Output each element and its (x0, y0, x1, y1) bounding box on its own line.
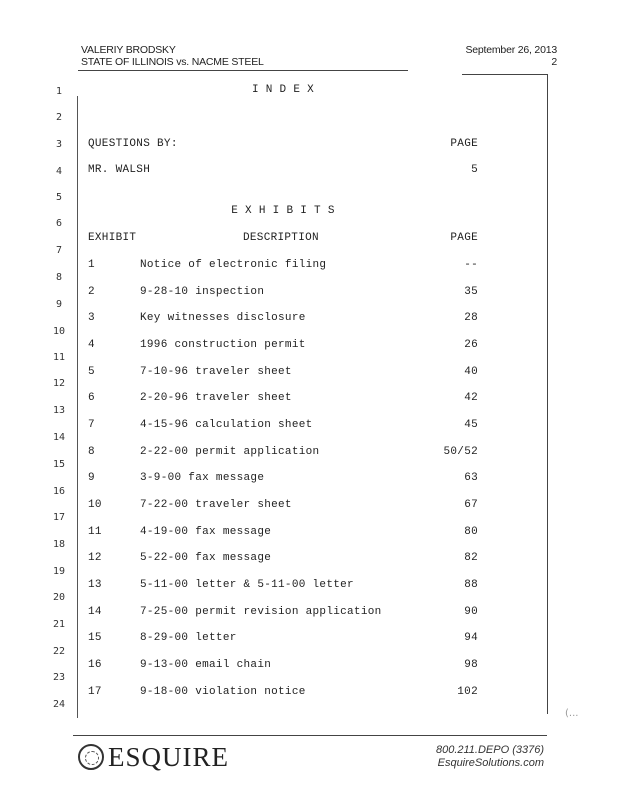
line-number: 3 (55, 139, 63, 150)
description-column-header: DESCRIPTION (243, 232, 319, 244)
footer-contact (436, 744, 544, 770)
exhibit-description: 3-9-00 fax message (140, 472, 265, 484)
scan-artifact: (... (565, 708, 579, 719)
exhibit-row (88, 419, 478, 433)
line-number: 14 (52, 432, 66, 443)
exhibit-page: 90 (464, 606, 478, 618)
exhibit-page: 80 (464, 526, 478, 538)
exhibit-description: 7-22-00 traveler sheet (140, 499, 292, 511)
exhibit-number: 7 (88, 419, 95, 431)
case-caption: STATE OF ILLINOIS vs. NACME STEEL (81, 56, 264, 68)
exhibit-page: 67 (464, 499, 478, 511)
exhibit-number: 16 (88, 659, 102, 671)
exhibit-description: 9-13-00 email chain (140, 659, 272, 671)
header-left (81, 44, 264, 68)
exhibit-page: 50/52 (443, 446, 478, 458)
exhibit-number: 8 (88, 446, 95, 458)
logo-wordmark: ESQUIRE (108, 742, 229, 772)
line-number: 23 (52, 672, 66, 683)
questions-header-line (88, 138, 478, 152)
line-number: 20 (52, 592, 66, 603)
exhibit-page: -- (464, 259, 478, 271)
line-number: 21 (52, 619, 66, 630)
exhibit-description: 4-19-00 fax message (140, 526, 272, 538)
footer-website: EsquireSolutions.com (437, 757, 544, 769)
exhibit-number: 9 (88, 472, 95, 484)
line-number: 4 (55, 166, 63, 177)
exhibit-page: 28 (464, 312, 478, 324)
exhibit-row (88, 259, 478, 273)
examiner-name: MR. WALSH (88, 164, 151, 176)
exhibit-page: 35 (464, 286, 478, 298)
exhibit-description: Key witnesses disclosure (140, 312, 306, 324)
exhibit-row (88, 499, 478, 513)
exhibit-description: 2-22-00 permit application (140, 446, 320, 458)
exhibit-row (88, 339, 478, 353)
exhibit-page: 63 (464, 472, 478, 484)
line-number: 9 (55, 299, 63, 310)
exhibit-page: 82 (464, 552, 478, 564)
exhibits-column-headers (88, 232, 478, 246)
exhibit-page: 102 (457, 686, 478, 698)
line-number: 1 (55, 86, 63, 97)
exhibit-description: 1996 construction permit (140, 339, 306, 351)
deposition-date: September 26, 2013 (465, 44, 557, 56)
exhibit-row (88, 366, 478, 380)
exhibit-row (88, 606, 478, 620)
footer-phone: 800.211.DEPO (3376) (435, 744, 544, 756)
examiner-page: 5 (471, 164, 478, 176)
exhibit-column-header: EXHIBIT (88, 232, 137, 244)
line-number: 24 (52, 699, 66, 710)
line-number: 19 (52, 566, 66, 577)
page-column-label: PAGE (450, 138, 478, 150)
line-number: 18 (52, 539, 66, 550)
examiner-line (88, 164, 478, 178)
exhibit-page: 45 (464, 419, 478, 431)
exhibit-row (88, 686, 478, 700)
exhibits-title: E X H I B I T S (231, 205, 335, 217)
line-number: 2 (55, 112, 63, 123)
exhibit-row (88, 312, 478, 326)
line-number: 12 (52, 378, 66, 389)
witness-name: VALERIY BRODSKY (81, 44, 176, 56)
exhibit-description: 9-18-00 violation notice (140, 686, 306, 698)
exhibit-row (88, 526, 478, 540)
exhibit-row (88, 472, 478, 486)
exhibit-row (88, 659, 478, 673)
page-number: 2 (551, 56, 557, 68)
exhibit-row (88, 552, 478, 566)
exhibit-page: 26 (464, 339, 478, 351)
exhibit-description: 5-11-00 letter & 5-11-00 letter (140, 579, 354, 591)
exhibits-title-line (88, 205, 478, 219)
exhibit-number: 14 (88, 606, 102, 618)
exhibit-number: 11 (88, 526, 102, 538)
exhibit-page: 42 (464, 392, 478, 404)
line-number: 17 (52, 512, 66, 523)
exhibit-number: 1 (88, 259, 95, 271)
exhibit-description: 5-22-00 fax message (140, 552, 272, 564)
exhibit-description: 7-25-00 permit revision application (140, 606, 382, 618)
exhibit-number: 2 (88, 286, 95, 298)
logo-seal-icon (78, 744, 104, 770)
exhibit-page: 40 (464, 366, 478, 378)
exhibit-number: 17 (88, 686, 102, 698)
exhibit-number: 12 (88, 552, 102, 564)
line-number: 6 (55, 218, 63, 229)
exhibit-description: 9-28-10 inspection (140, 286, 265, 298)
exhibit-row (88, 446, 478, 460)
esquire-logo (78, 742, 248, 778)
exhibit-page: 94 (464, 632, 478, 644)
exhibit-number: 13 (88, 579, 102, 591)
header-right (465, 44, 557, 68)
line-number: 13 (52, 405, 66, 416)
exhibit-description: 7-10-96 traveler sheet (140, 366, 292, 378)
line-number: 7 (55, 245, 63, 256)
line-number: 11 (52, 352, 66, 363)
questions-by-label: QUESTIONS BY: (88, 138, 178, 150)
line-number: 5 (55, 192, 63, 203)
frame-right-line (547, 74, 548, 714)
exhibit-number: 5 (88, 366, 95, 378)
line-number: 16 (52, 486, 66, 497)
exhibit-number: 15 (88, 632, 102, 644)
page-column-header: PAGE (450, 232, 478, 244)
exhibit-description: Notice of electronic filing (140, 259, 327, 271)
exhibit-description: 2-20-96 traveler sheet (140, 392, 292, 404)
frame-left-line (77, 96, 78, 718)
header-rule (78, 70, 408, 71)
exhibit-number: 6 (88, 392, 95, 404)
exhibit-number: 4 (88, 339, 95, 351)
line-number: 22 (52, 646, 66, 657)
exhibit-description: 4-15-96 calculation sheet (140, 419, 313, 431)
line-number: 10 (52, 326, 66, 337)
frame-top-line (462, 74, 547, 75)
exhibit-row (88, 632, 478, 646)
exhibit-page: 88 (464, 579, 478, 591)
frame-bottom-line (73, 735, 547, 736)
index-title-line (88, 84, 478, 98)
exhibit-number: 3 (88, 312, 95, 324)
exhibit-description: 8-29-00 letter (140, 632, 237, 644)
exhibit-page: 98 (464, 659, 478, 671)
exhibit-row (88, 286, 478, 300)
exhibit-row (88, 392, 478, 406)
exhibit-number: 10 (88, 499, 102, 511)
exhibit-row (88, 579, 478, 593)
line-number: 8 (55, 272, 63, 283)
index-title: I N D E X (251, 84, 315, 96)
line-number: 15 (52, 459, 66, 470)
